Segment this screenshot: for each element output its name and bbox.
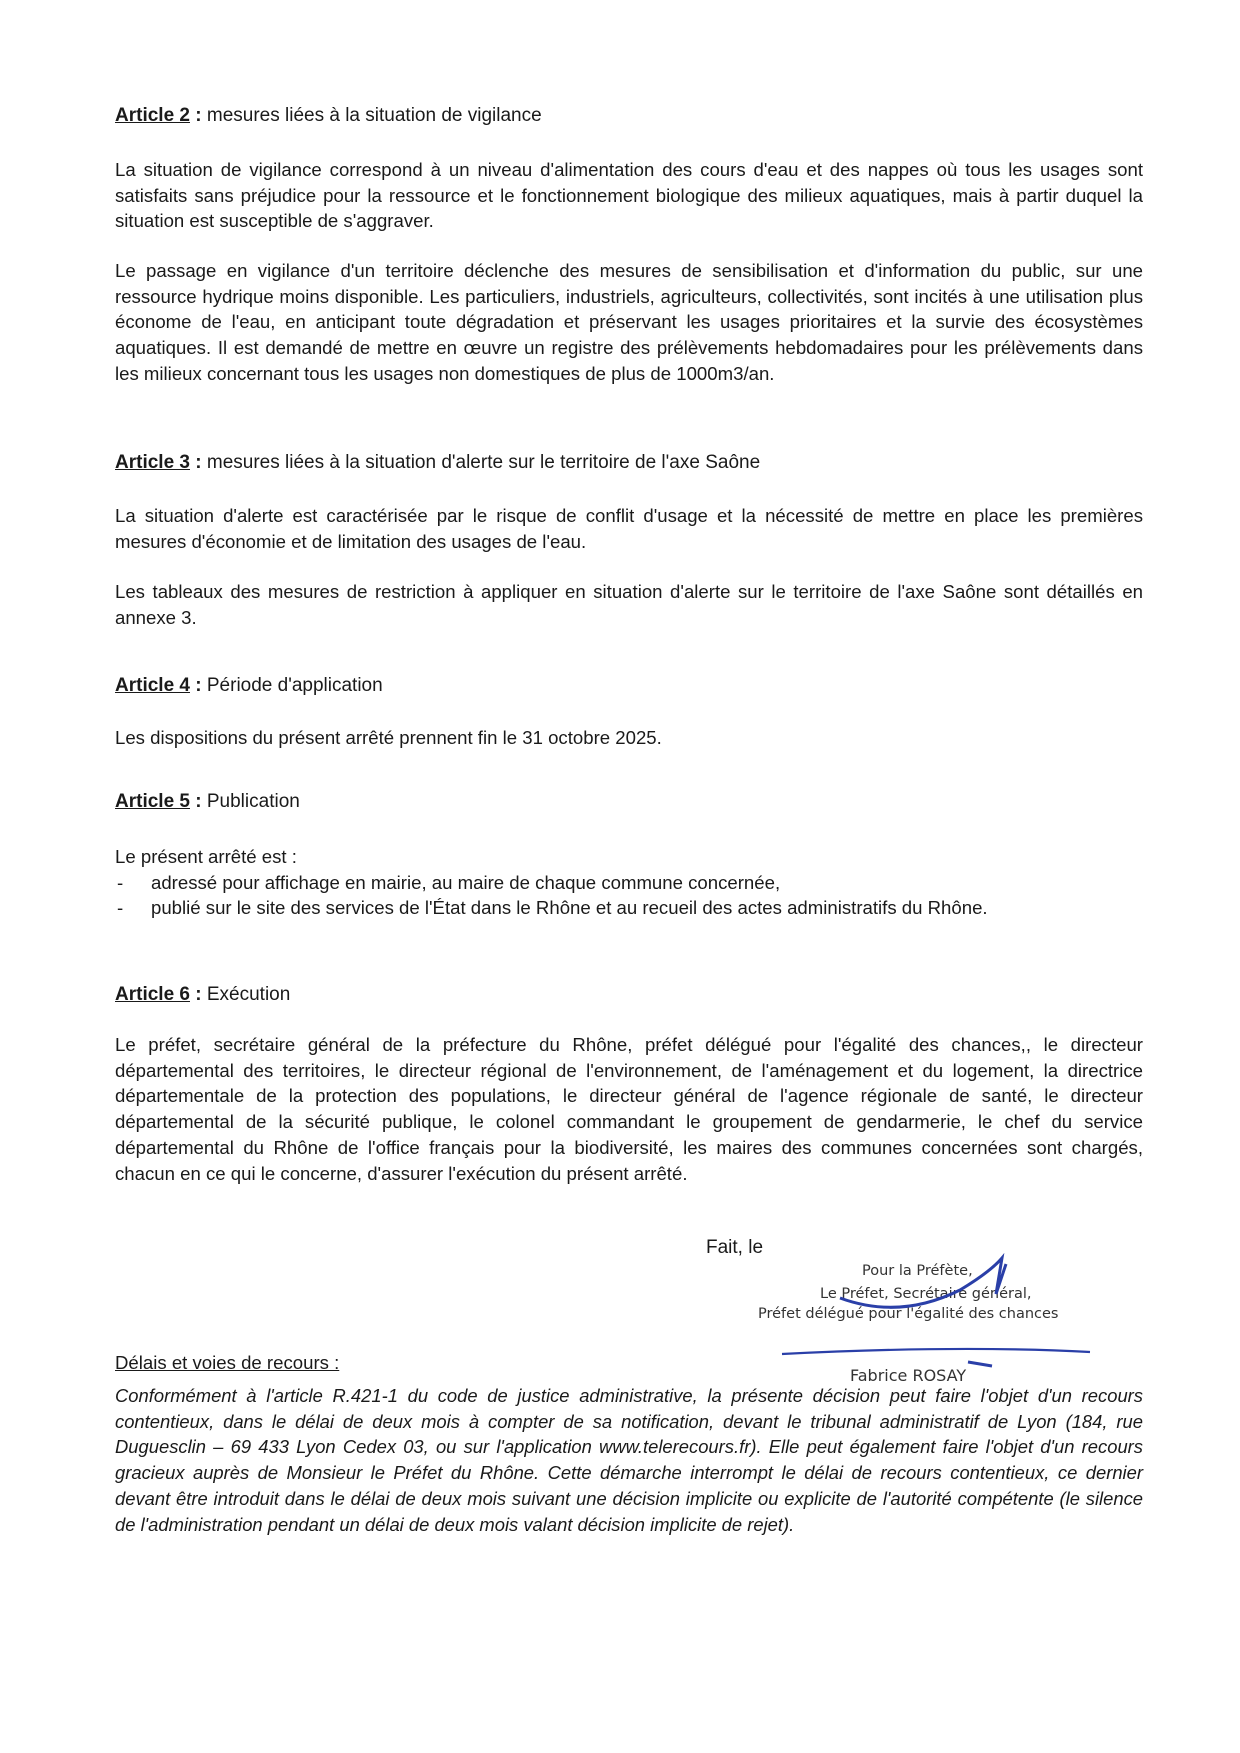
- recours-text: Conformément à l'article R.421-1 du code de justice administrative, la présente décision peut faire l'objet d'un recours contentieux, dans le délai de deux mois à compter de sa notification, devant le tribunal administratif de Lyon (184, rue Duguesclin – 69 433 Lyon Cedex 03, ou sur l'application www.telerecours.fr). Elle peut également faire l'objet d'un recours gracieux auprès de Monsieur le Préfet du Rhône. Cette démarche interrompt le délai de recours contentieux, ce dernier devant être introduit dans le délai de deux mois suivant une décision implicite ou explicite de l'autorité compétente (le silence de l'administration pendant un délai de deux mois valant décision implicite de rejet).: [115, 1385, 1143, 1535]
- article-4-heading: [115, 673, 1143, 699]
- paragraph: Le passage en vigilance d'un territoire déclenche des mesures de sensibilisation et d'information du public, sur une ressource hydrique moins disponible. Les particuliers, industriels, agriculteurs, collectivités, sont incités à une utilisation plus économe de l'eau, en anticipant toute dégradation et préservant les usages prioritaires et la survie des écosystèmes aquatiques. Il est demandé de mettre en œuvre un registre des prélèvements hebdomadaires pour les prélèvements dans les milieux concernant tous les usages non domestiques de plus de 1000m3/an.: [115, 260, 1143, 384]
- signature-line-3: Préfet délégué pour l'égalité des chances: [758, 1306, 1059, 1322]
- publication-block: [115, 844, 1143, 921]
- article-label: Article 2: [115, 105, 190, 126]
- article-6-heading: [115, 982, 1143, 1008]
- publication-intro: Le présent arrêté est :: [115, 846, 297, 867]
- article-label: Article 6: [115, 984, 190, 1005]
- paragraph: Le préfet, secrétaire général de la préfecture du Rhône, préfet délégué pour l'égalité des chances,, le directeur départemental des territoires, le directeur régional de l'environnement, de l'aménagement et du logement, la directrice départementale de la protection des populations, le directeur général de l'agence régionale de santé, le directeur départemental de la sécurité publique, le colonel commandant le groupement de gendarmerie, le chef du service départemental du Rhône de l'office français pour la biodiversité, les maires des communes concernées sont chargés, chacun en ce qui le concerne, d'assurer l'exécution du présent arrêté.: [115, 1034, 1143, 1184]
- signatory-name: Fabrice ROSAY: [850, 1366, 967, 1385]
- article-sep: :: [189, 105, 207, 126]
- article-title: mesures liées à la situation d'alerte sur le territoire de l'axe Saône: [206, 452, 761, 473]
- article-5-heading: [115, 789, 1143, 815]
- article-3-heading: [115, 450, 1143, 476]
- signature-line-1: Pour la Préfète,: [862, 1263, 973, 1279]
- article-title: Période d'application: [206, 675, 383, 696]
- article-label: Article 4: [115, 675, 190, 696]
- signature-line-2: Le Préfet, Secrétaire général,: [820, 1286, 1032, 1302]
- article-label: Article 5: [115, 791, 190, 812]
- article-title: Exécution: [206, 984, 291, 1005]
- article-sep: :: [189, 791, 207, 812]
- paragraph: Les tableaux des mesures de restriction à appliquer en situation d'alerte sur le territoire de l'axe Saône sont détaillés en annexe 3.: [115, 581, 1143, 628]
- list-item: - adressé pour affichage en mairie, au maire de chaque commune concernée,: [115, 870, 1143, 896]
- article-sep: :: [189, 675, 207, 696]
- article-title: Publication: [206, 791, 300, 812]
- paragraph: La situation d'alerte est caractérisée par le risque de conflit d'usage et la nécessité de mettre en place les premières mesures d'économie et de limitation des usages de l'eau.: [115, 505, 1143, 552]
- place-date: Fait, le: [706, 1237, 764, 1258]
- paragraph: La situation de vigilance correspond à un niveau d'alimentation des cours d'eau et des nappes où tous les usages sont satisfaits sans préjudice pour la ressource et le fonctionnement biologique des milieux aquatiques, mais à partir duquel la situation est susceptible de s'aggraver.: [115, 159, 1143, 232]
- article-2-heading: [115, 103, 1143, 129]
- publication-list: [115, 870, 1143, 921]
- paragraph: Les dispositions du présent arrêté prennent fin le 31 octobre 2025.: [115, 727, 662, 748]
- list-item: - publié sur le site des services de l'État dans le Rhône et au recueil des actes administratifs du Rhône.: [115, 895, 1143, 921]
- recours-title-text: Délais et voies de recours :: [115, 1352, 340, 1373]
- article-sep: :: [189, 984, 207, 1005]
- recours-title: [115, 1350, 515, 1376]
- handwritten-signature-icon: [760, 1250, 1120, 1380]
- article-title: mesures liées à la situation de vigilance: [206, 105, 542, 126]
- article-sep: :: [189, 452, 207, 473]
- article-label: Article 3: [115, 452, 190, 473]
